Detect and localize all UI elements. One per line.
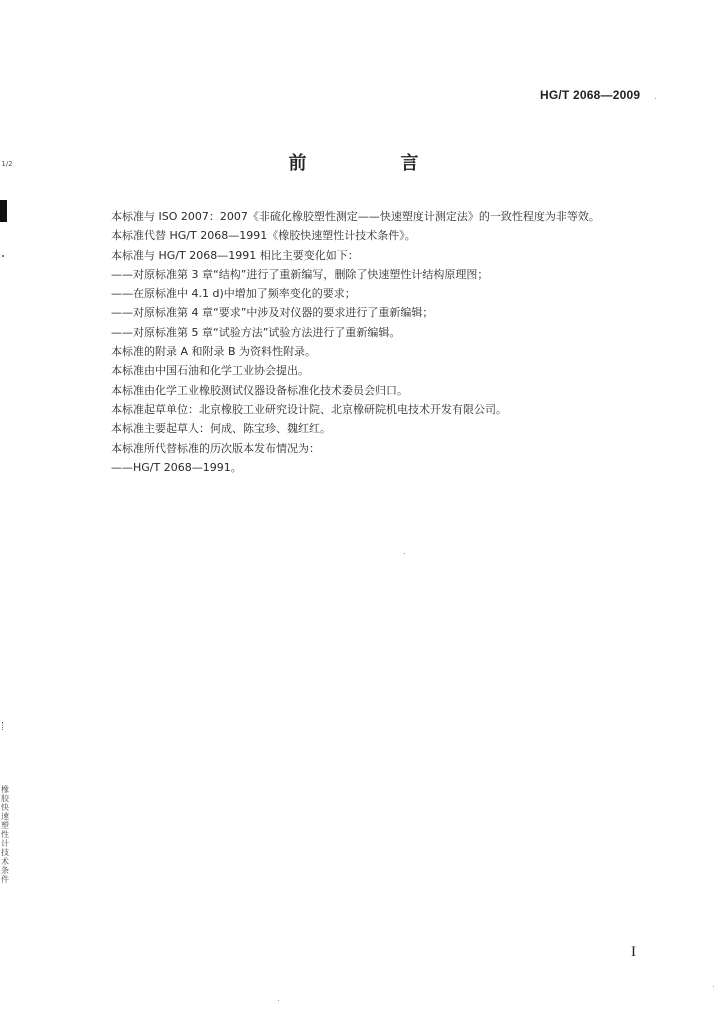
paragraph-line: 本标准由中国石油和化学工业协会提出。 bbox=[111, 364, 309, 378]
paragraph-line: 本标准的附录 A 和附录 B 为资料性附录。 bbox=[111, 345, 317, 359]
change-list-item: ——对原标准第 4 章“要求”中涉及对仪器的要求进行了重新编辑； bbox=[111, 306, 434, 320]
paragraph-line: 本标准代替 HG/T 2068—1991《橡胶快速塑性计技术条件》。 bbox=[111, 229, 416, 243]
version-list-item: ——HG/T 2068—1991。 bbox=[111, 460, 242, 474]
paragraph-line: 本标准与 ISO 2007：2007《非硫化橡胶塑性测定——快速塑度计测定法》的一致性程度为非等效。 bbox=[111, 210, 600, 223]
change-list-item: ——对原标准第 3 章“结构”进行了重新编写，删除了快速塑性计结构原理图； bbox=[111, 267, 489, 281]
margin-side-text: 橡胶快速塑性计技术条件 bbox=[1, 785, 9, 884]
scan-edge-mark bbox=[0, 200, 7, 222]
paragraph-line: 本标准起草单位：北京橡胶工业研究设计院、北京橡研院机电技术开发有限公司。 bbox=[111, 402, 507, 416]
scan-speck bbox=[2, 255, 4, 257]
scan-speck bbox=[278, 1000, 279, 1001]
paragraph-line: 本标准所代替标准的历次版本发布情况为： bbox=[111, 441, 320, 455]
standard-code: HG/T 2068—2009 bbox=[540, 88, 641, 102]
scan-speck bbox=[713, 986, 714, 987]
scan-speck bbox=[404, 553, 405, 554]
scan-speck bbox=[2, 722, 5, 730]
margin-fraction: 1/2 bbox=[1, 160, 13, 168]
scan-speck bbox=[655, 98, 656, 99]
paragraph-line: 本标准与 HG/T 2068—1991 相比主要变化如下： bbox=[111, 248, 359, 262]
paragraph-line: 本标准主要起草人：何成、陈宝珍、魏红红。 bbox=[111, 422, 331, 436]
change-list-item: ——对原标准第 5 章“试验方法”试验方法进行了重新编辑。 bbox=[111, 325, 401, 339]
section-title: 前 言 bbox=[288, 153, 457, 174]
preface-body bbox=[111, 207, 671, 477]
change-list-item: ——在原标准中 4.1 d)中增加了频率变化的要求； bbox=[111, 287, 356, 301]
paragraph-line: 本标准由化学工业橡胶测试仪器设备标准化技术委员会归口。 bbox=[111, 383, 408, 397]
page-number: I bbox=[631, 944, 636, 960]
